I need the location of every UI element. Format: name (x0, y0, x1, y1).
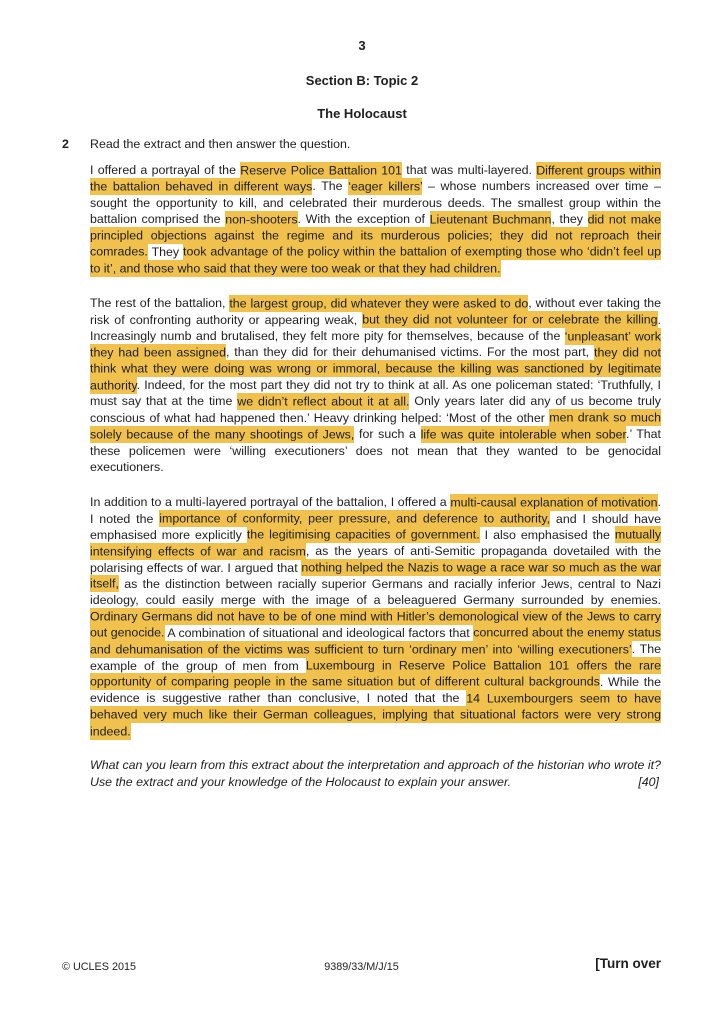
plain-text: . The example of the group of men from (90, 642, 662, 673)
highlighted-phrase: Lieutenant Buchmann (429, 212, 552, 227)
footer-turn-over: [Turn over (595, 956, 661, 971)
plain-text: , as the years of anti-Semitic propaganda dovetailed with the polarising effects of war. I argued that (90, 544, 661, 575)
plain-text: . Increasingly numb and brutalised, they felt more pity for themselves, because of the (90, 312, 661, 344)
highlighted-phrase: Ordinary Germans did not have to be of one mind with Hitler’s demonological view of the Jews to carry out genocide. (90, 609, 661, 640)
plain-text: I offered a portrayal of the (90, 163, 241, 177)
plain-text: that was multi-layered. (401, 163, 537, 177)
highlighted-phrase: they did not think what they were doing was wrong or immoral, because the killing was sanctioned by legitimate authority (90, 345, 661, 393)
plain-text: . I noted the (90, 495, 661, 526)
highlighted-phrase: multi-causal explanation of motivation (450, 495, 658, 510)
plain-text: They (147, 244, 184, 259)
exam-question (90, 757, 661, 790)
section-heading: Section B: Topic 2 (305, 73, 419, 88)
plain-text: I also emphasised the (479, 527, 615, 542)
highlighted-phrase: men drank so much solely because of the many shootings of Jews, (90, 410, 662, 442)
highlighted-phrase: took advantage of the policy within the battalion of exempting those who ‘didn’t feel up to it’, and those who said that they were too weak or that they had children. (90, 244, 661, 276)
highlighted-phrase: ‘unpleasant’ work they had been assigned (90, 329, 661, 360)
question-row (62, 137, 661, 151)
highlighted-phrase: mutually intensifying effects of war and racism (90, 527, 662, 559)
highlighted-phrase: Reserve Police Battalion 101 (240, 163, 402, 177)
plain-text: . The (312, 179, 349, 194)
extract (90, 162, 661, 758)
highlighted-phrase: life was quite intolerable when sober (420, 427, 626, 442)
highlighted-phrase: 14 Luxembourgers seem to have behaved very much like their German colleagues, implying that situational factors were very strong indeed. (90, 691, 662, 738)
highlighted-phrase: non-shooters (225, 212, 298, 227)
plain-text: A combination of situational and ideological factors that (164, 625, 474, 640)
exam-question-text: What can you learn from this extract about the interpretation and approach of the historian who wrote it? Use the extract and your knowledge of the Holocaust to explain your answer. (90, 758, 661, 789)
highlighted-phrase: Luxembourg in Reserve Police Battalion 101 offers the rare opportunity of comparing people in the same situation but of different cultural backgrounds (90, 658, 661, 689)
extract-paragraph-1 (90, 162, 661, 276)
highlighted-phrase: Different groups within the battalion behaved in different ways (90, 163, 662, 194)
footer-copyright: © UCLES 2015 (62, 961, 136, 973)
plain-text: as the distinction between racially superior Germans and racially inferior Jews, central to Nazi ideology, could easily merge with the image of a beleaguered Germany surrounded by enemies. (90, 576, 661, 608)
highlighted-phrase: we didn’t reflect about it at all. (237, 394, 410, 409)
plain-text: , without ever taking the risk of confronting authority or appearing weak, (90, 296, 661, 327)
highlighted-phrase: but they did not volunteer for or celebrate the killing (362, 312, 658, 327)
highlighted-phrase: nothing helped the Nazis to wage a race war so much as the war itself, (90, 560, 661, 591)
plain-text: for such a (354, 427, 421, 442)
plain-text: , than they did for their dehumanised victims. For the most part, (225, 345, 594, 360)
highlighted-phrase: concurred about the enemy status and dehumanisation of the victims was sufficient to turn ‘ordinary men’ into ‘willing executioners’ (90, 625, 661, 657)
plain-text: – whose numbers increased over time – sought the opportunity to kill, and celebrated their murderous deeds. The smallest group within the battalion comprised the (90, 179, 661, 227)
marks: [40] (638, 774, 659, 789)
plain-text: . Indeed, for the most part they did not try to think at all. As one policeman stated: ‘Truthfully, I must say that at the time (90, 378, 661, 409)
plain-text: .’ That these policemen were ‘willing executioners’ does not mean that they wanted to be genocidal executioners. (90, 427, 662, 474)
highlighted-phrase: the largest group, did whatever they were asked to do (229, 296, 529, 311)
highlighted-phrase: ‘eager killers’ (348, 179, 423, 194)
question-number: 2 (62, 137, 69, 151)
question-instruction: Read the extract and then answer the question. (90, 137, 351, 151)
plain-text: In addition to a multi-layered portrayal of the battalion, I offered a (90, 495, 451, 510)
highlighted-phrase: importance of conformity, peer pressure, and deference to authority, (159, 511, 551, 526)
highlighted-phrase: did not make principled objections against the regime and its murderous policies; they did not reproach their comrades. (90, 212, 661, 259)
page-number: 3 (358, 38, 366, 53)
topic-heading: The Holocaust (317, 106, 407, 121)
footer (62, 956, 661, 978)
footer-paper-code: 9389/33/M/J/15 (324, 961, 399, 973)
plain-text: Only years later did any of us become truly conscious of what had happened then.’ Heavy drinking helped: ‘Most of the other (90, 394, 661, 425)
plain-text: , they (551, 212, 588, 227)
plain-text: . With the exception of (297, 212, 430, 227)
plain-text: and I should have emphasised more explicitly (90, 511, 661, 542)
plain-text: The rest of the battalion, (90, 296, 230, 311)
highlighted-phrase: the legitimising capacities of government. (246, 527, 480, 542)
extract-paragraph-2 (90, 295, 661, 475)
extract-paragraph-3 (90, 494, 661, 739)
plain-text: . While the evidence is suggestive rather than conclusive, I noted that the (90, 674, 661, 706)
